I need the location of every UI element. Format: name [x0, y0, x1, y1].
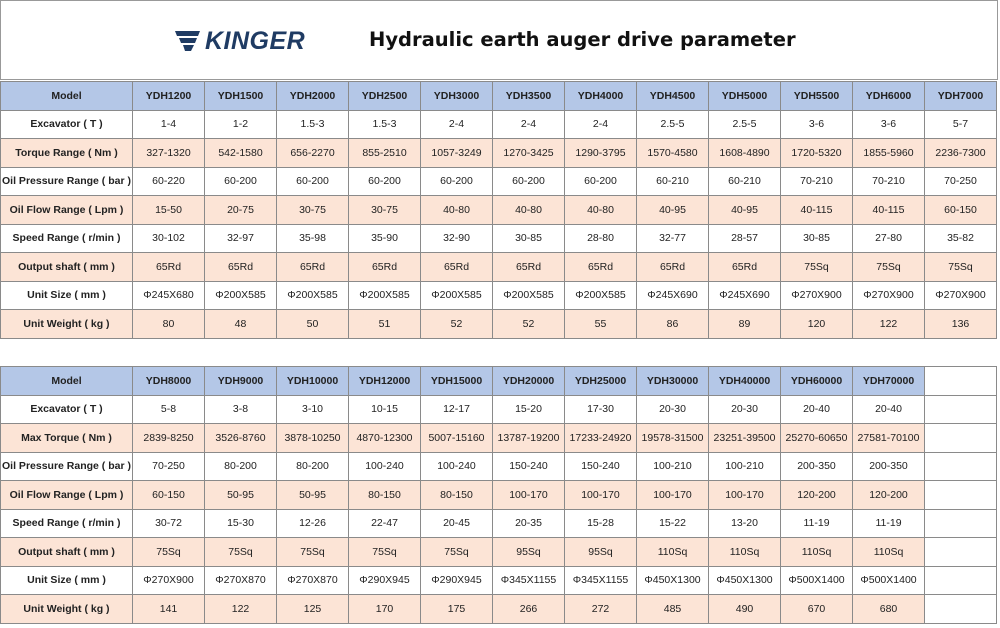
spec-table-2	[0, 366, 997, 624]
table-cell: 51	[349, 310, 421, 339]
table-cell: 50	[277, 310, 349, 339]
table-cell: 125	[277, 595, 349, 624]
table-cell: Φ200X585	[277, 281, 349, 310]
table-cell: 2.5-5	[637, 110, 709, 139]
table-cell: 60-150	[133, 481, 205, 510]
table-cell: 20-35	[493, 509, 565, 538]
row-label: Oil Pressure Range ( bar )	[1, 452, 133, 481]
table-cell: 110Sq	[709, 538, 781, 567]
table-cell: Φ450X1300	[709, 566, 781, 595]
table-cell: 3-6	[781, 110, 853, 139]
table-cell: 60-200	[565, 167, 637, 196]
table-cell: 200-350	[781, 452, 853, 481]
table-cell: 95Sq	[565, 538, 637, 567]
table-cell: 3878-10250	[277, 424, 349, 453]
table-cell: 656-2270	[277, 139, 349, 168]
table-cell: 170	[349, 595, 421, 624]
table-cell: 2236-7300	[925, 139, 997, 168]
table-cell: 15-22	[637, 509, 709, 538]
table-cell: 15-30	[205, 509, 277, 538]
table-cell	[925, 509, 997, 538]
model-header-label: Model	[1, 367, 133, 396]
table-cell: 272	[565, 595, 637, 624]
row-label: Max Torque ( Nm )	[1, 424, 133, 453]
logo-text: KINGER	[205, 26, 306, 55]
table-cell: 327-1320	[133, 139, 205, 168]
table-cell: 100-210	[709, 452, 781, 481]
table-cell: 30-72	[133, 509, 205, 538]
table-cell: 3526-8760	[205, 424, 277, 453]
table-cell: 30-102	[133, 224, 205, 253]
table-cell: 65Rd	[637, 253, 709, 282]
model-header-cell: YDH8000	[133, 367, 205, 396]
table-cell: 150-240	[565, 452, 637, 481]
kinger-logo-icon	[173, 28, 203, 54]
table-cell: 100-170	[637, 481, 709, 510]
table-cell: 11-19	[781, 509, 853, 538]
table-cell: Φ200X585	[421, 281, 493, 310]
table-cell: 200-350	[853, 452, 925, 481]
table-cell: 20-30	[637, 395, 709, 424]
table-cell: 60-200	[349, 167, 421, 196]
model-header-cell: YDH20000	[493, 367, 565, 396]
table-cell: 542-1580	[205, 139, 277, 168]
table-cell: 100-170	[493, 481, 565, 510]
table-cell: Φ245X690	[637, 281, 709, 310]
table-cell: 2-4	[493, 110, 565, 139]
table-cell: 60-150	[925, 196, 997, 225]
table-cell: 80-150	[421, 481, 493, 510]
table-cell: 40-115	[781, 196, 853, 225]
table-cell: Φ200X585	[565, 281, 637, 310]
table-cell: 30-75	[277, 196, 349, 225]
table-cell: 32-90	[421, 224, 493, 253]
table-cell: 60-200	[493, 167, 565, 196]
table-cell: 100-240	[421, 452, 493, 481]
table-cell: Φ200X585	[205, 281, 277, 310]
table-cell: 175	[421, 595, 493, 624]
table-row	[1, 566, 997, 595]
table-cell: 141	[133, 595, 205, 624]
table-cell: 1570-4580	[637, 139, 709, 168]
model-header-cell: YDH6000	[853, 82, 925, 111]
table-cell: 12-17	[421, 395, 493, 424]
model-header-cell: YDH2000	[277, 82, 349, 111]
table-cell: Φ500X1400	[853, 566, 925, 595]
table-cell: 50-95	[277, 481, 349, 510]
table-cell: 80-150	[349, 481, 421, 510]
table-row	[1, 395, 997, 424]
table-cell: 65Rd	[205, 253, 277, 282]
table-cell: 28-57	[709, 224, 781, 253]
row-label: Unit Weight ( kg )	[1, 595, 133, 624]
model-header-cell: YDH3500	[493, 82, 565, 111]
row-label: Excavator ( T )	[1, 395, 133, 424]
table-cell: 20-45	[421, 509, 493, 538]
spec-table-1	[0, 81, 997, 339]
table-row	[1, 509, 997, 538]
table-cell: 75Sq	[421, 538, 493, 567]
table-cell: 75Sq	[277, 538, 349, 567]
row-label: Unit Weight ( kg )	[1, 310, 133, 339]
table-cell	[925, 395, 997, 424]
table-cell: 70-250	[133, 452, 205, 481]
table-cell: Φ290X945	[349, 566, 421, 595]
model-header-cell: YDH30000	[637, 367, 709, 396]
table-cell: 70-210	[781, 167, 853, 196]
table-cell: 1290-3795	[565, 139, 637, 168]
table-cell: Φ345X1155	[493, 566, 565, 595]
table-row	[1, 424, 997, 453]
table-cell: 100-240	[349, 452, 421, 481]
table-cell: 40-95	[637, 196, 709, 225]
table-cell: 35-98	[277, 224, 349, 253]
table-cell: 1608-4890	[709, 139, 781, 168]
table-cell: 5-8	[133, 395, 205, 424]
table-cell: 13787-19200	[493, 424, 565, 453]
table-cell: 120	[781, 310, 853, 339]
model-header-cell: YDH5500	[781, 82, 853, 111]
table-row	[1, 595, 997, 624]
table-cell: 80-200	[277, 452, 349, 481]
table-cell: 95Sq	[493, 538, 565, 567]
table-cell: 70-210	[853, 167, 925, 196]
table-cell: Φ245X690	[709, 281, 781, 310]
row-label: Speed Range ( r/min )	[1, 509, 133, 538]
table-cell: 86	[637, 310, 709, 339]
table-cell: 2-4	[565, 110, 637, 139]
table-cell: 2.5-5	[709, 110, 781, 139]
table-cell: 120-200	[781, 481, 853, 510]
table-cell: 40-80	[493, 196, 565, 225]
table-cell: 20-30	[709, 395, 781, 424]
row-label: Speed Range ( r/min )	[1, 224, 133, 253]
header-bar	[0, 0, 998, 80]
table-cell: 670	[781, 595, 853, 624]
table-cell: 75Sq	[133, 538, 205, 567]
table-row	[1, 281, 997, 310]
table-cell: 5-7	[925, 110, 997, 139]
table-cell: 65Rd	[349, 253, 421, 282]
table-cell: 485	[637, 595, 709, 624]
table-cell: 490	[709, 595, 781, 624]
table-cell: 40-95	[709, 196, 781, 225]
model-header-cell: YDH1500	[205, 82, 277, 111]
table-cell: 30-85	[493, 224, 565, 253]
table-cell: 19578-31500	[637, 424, 709, 453]
table-cell: 65Rd	[133, 253, 205, 282]
table-cell: 12-26	[277, 509, 349, 538]
table-cell: 17233-24920	[565, 424, 637, 453]
table-cell: 80	[133, 310, 205, 339]
table-cell	[925, 538, 997, 567]
table-cell	[925, 424, 997, 453]
table-header-row	[1, 82, 997, 111]
table-row	[1, 196, 997, 225]
model-header-cell: YDH7000	[925, 82, 997, 111]
table-cell: 20-40	[853, 395, 925, 424]
table-cell: Φ270X870	[277, 566, 349, 595]
table-cell: 30-85	[781, 224, 853, 253]
table-cell: 23251-39500	[709, 424, 781, 453]
table-cell: 32-77	[637, 224, 709, 253]
table-cell: 30-75	[349, 196, 421, 225]
table-row	[1, 167, 997, 196]
table-cell: 136	[925, 310, 997, 339]
model-header-cell: YDH9000	[205, 367, 277, 396]
table-cell: 20-40	[781, 395, 853, 424]
table-cell: 4870-12300	[349, 424, 421, 453]
table-cell: 35-82	[925, 224, 997, 253]
table-cell: 2839-8250	[133, 424, 205, 453]
row-label: Unit Size ( mm )	[1, 281, 133, 310]
table-cell: 110Sq	[853, 538, 925, 567]
table-cell: 5007-15160	[421, 424, 493, 453]
table-cell: 120-200	[853, 481, 925, 510]
table-cell: 266	[493, 595, 565, 624]
table-cell: 15-50	[133, 196, 205, 225]
table-cell: 55	[565, 310, 637, 339]
row-label: Torque Range ( Nm )	[1, 139, 133, 168]
model-header-cell: YDH60000	[781, 367, 853, 396]
row-label: Output shaft ( mm )	[1, 253, 133, 282]
model-header-cell: YDH25000	[565, 367, 637, 396]
table-cell: 100-210	[637, 452, 709, 481]
model-header-cell	[925, 367, 997, 396]
table-cell: 27-80	[853, 224, 925, 253]
table-cell: Φ450X1300	[637, 566, 709, 595]
table-cell: 75Sq	[853, 253, 925, 282]
table-cell: Φ270X900	[925, 281, 997, 310]
table-cell: Φ200X585	[349, 281, 421, 310]
table-cell: 110Sq	[637, 538, 709, 567]
table-cell: 60-220	[133, 167, 205, 196]
table-cell: 11-19	[853, 509, 925, 538]
table-cell: 32-97	[205, 224, 277, 253]
table-cell: Φ500X1400	[781, 566, 853, 595]
table-cell: 17-30	[565, 395, 637, 424]
table-cell: 2-4	[421, 110, 493, 139]
model-header-cell: YDH10000	[277, 367, 349, 396]
table-cell: 60-210	[637, 167, 709, 196]
page-title: Hydraulic earth auger drive parameter	[369, 28, 796, 51]
table-cell	[925, 452, 997, 481]
table-row	[1, 139, 997, 168]
table-row	[1, 538, 997, 567]
model-header-label: Model	[1, 82, 133, 111]
table-cell: Φ245X680	[133, 281, 205, 310]
table-cell: 1270-3425	[493, 139, 565, 168]
table-cell: 3-8	[205, 395, 277, 424]
table-cell: 1855-5960	[853, 139, 925, 168]
model-header-cell: YDH1200	[133, 82, 205, 111]
table-cell: 65Rd	[421, 253, 493, 282]
table-cell: 1.5-3	[277, 110, 349, 139]
table-row	[1, 224, 997, 253]
table-cell: 22-47	[349, 509, 421, 538]
row-label: Output shaft ( mm )	[1, 538, 133, 567]
row-label: Excavator ( T )	[1, 110, 133, 139]
table-cell	[925, 595, 997, 624]
model-header-cell: YDH12000	[349, 367, 421, 396]
table-cell: 35-90	[349, 224, 421, 253]
table-cell: 680	[853, 595, 925, 624]
table-cell: Φ270X900	[133, 566, 205, 595]
table-cell: 1.5-3	[349, 110, 421, 139]
model-header-cell: YDH40000	[709, 367, 781, 396]
table-cell: Φ345X1155	[565, 566, 637, 595]
table-cell: 52	[493, 310, 565, 339]
table-cell: 100-170	[709, 481, 781, 510]
table-cell: 75Sq	[205, 538, 277, 567]
table-cell: 100-170	[565, 481, 637, 510]
table-cell: Φ270X900	[781, 281, 853, 310]
table-cell: 3-10	[277, 395, 349, 424]
table-cell: 65Rd	[709, 253, 781, 282]
table-header-row	[1, 367, 997, 396]
table-cell: 75Sq	[781, 253, 853, 282]
table-cell: Φ200X585	[493, 281, 565, 310]
table-cell: Φ270X900	[853, 281, 925, 310]
table-cell: 52	[421, 310, 493, 339]
table-cell: 40-115	[853, 196, 925, 225]
model-header-cell: YDH3000	[421, 82, 493, 111]
table-cell: 75Sq	[925, 253, 997, 282]
table-cell: 89	[709, 310, 781, 339]
table-row	[1, 310, 997, 339]
table-cell: 50-95	[205, 481, 277, 510]
model-header-cell: YDH70000	[853, 367, 925, 396]
table-cell: 48	[205, 310, 277, 339]
table-row	[1, 452, 997, 481]
table-cell: 25270-60650	[781, 424, 853, 453]
model-header-cell: YDH2500	[349, 82, 421, 111]
table-cell: 40-80	[421, 196, 493, 225]
model-header-cell: YDH5000	[709, 82, 781, 111]
row-label: Oil Flow Range ( Lpm )	[1, 196, 133, 225]
table-cell: 65Rd	[493, 253, 565, 282]
model-header-cell: YDH4500	[637, 82, 709, 111]
table-cell: 15-20	[493, 395, 565, 424]
table-cell: 122	[853, 310, 925, 339]
table-cell: 65Rd	[277, 253, 349, 282]
table-cell	[925, 481, 997, 510]
table-cell: 10-15	[349, 395, 421, 424]
table-cell: 40-80	[565, 196, 637, 225]
model-header-cell: YDH15000	[421, 367, 493, 396]
table-cell: 1-4	[133, 110, 205, 139]
table-cell: 20-75	[205, 196, 277, 225]
table-cell: 60-200	[421, 167, 493, 196]
table-row	[1, 481, 997, 510]
table-cell: Φ270X870	[205, 566, 277, 595]
table-cell: 13-20	[709, 509, 781, 538]
table-cell: 65Rd	[565, 253, 637, 282]
table-cell: 80-200	[205, 452, 277, 481]
table-cell: 28-80	[565, 224, 637, 253]
table-cell: 150-240	[493, 452, 565, 481]
model-header-cell: YDH4000	[565, 82, 637, 111]
table-cell: 3-6	[853, 110, 925, 139]
table-cell: 75Sq	[349, 538, 421, 567]
table-cell: 15-28	[565, 509, 637, 538]
table-cell: 122	[205, 595, 277, 624]
table-cell: 110Sq	[781, 538, 853, 567]
table-cell: 1057-3249	[421, 139, 493, 168]
table-row	[1, 253, 997, 282]
row-label: Oil Pressure Range ( bar )	[1, 167, 133, 196]
table-cell: 27581-70100	[853, 424, 925, 453]
table-cell: 60-200	[277, 167, 349, 196]
table-row	[1, 110, 997, 139]
table-cell: Φ290X945	[421, 566, 493, 595]
table-cell: 60-210	[709, 167, 781, 196]
row-label: Unit Size ( mm )	[1, 566, 133, 595]
table-cell: 60-200	[205, 167, 277, 196]
table-cell: 1720-5320	[781, 139, 853, 168]
table-cell: 70-250	[925, 167, 997, 196]
table-cell: 1-2	[205, 110, 277, 139]
table-cell: 855-2510	[349, 139, 421, 168]
row-label: Oil Flow Range ( Lpm )	[1, 481, 133, 510]
kinger-logo	[173, 25, 305, 57]
table-cell	[925, 566, 997, 595]
